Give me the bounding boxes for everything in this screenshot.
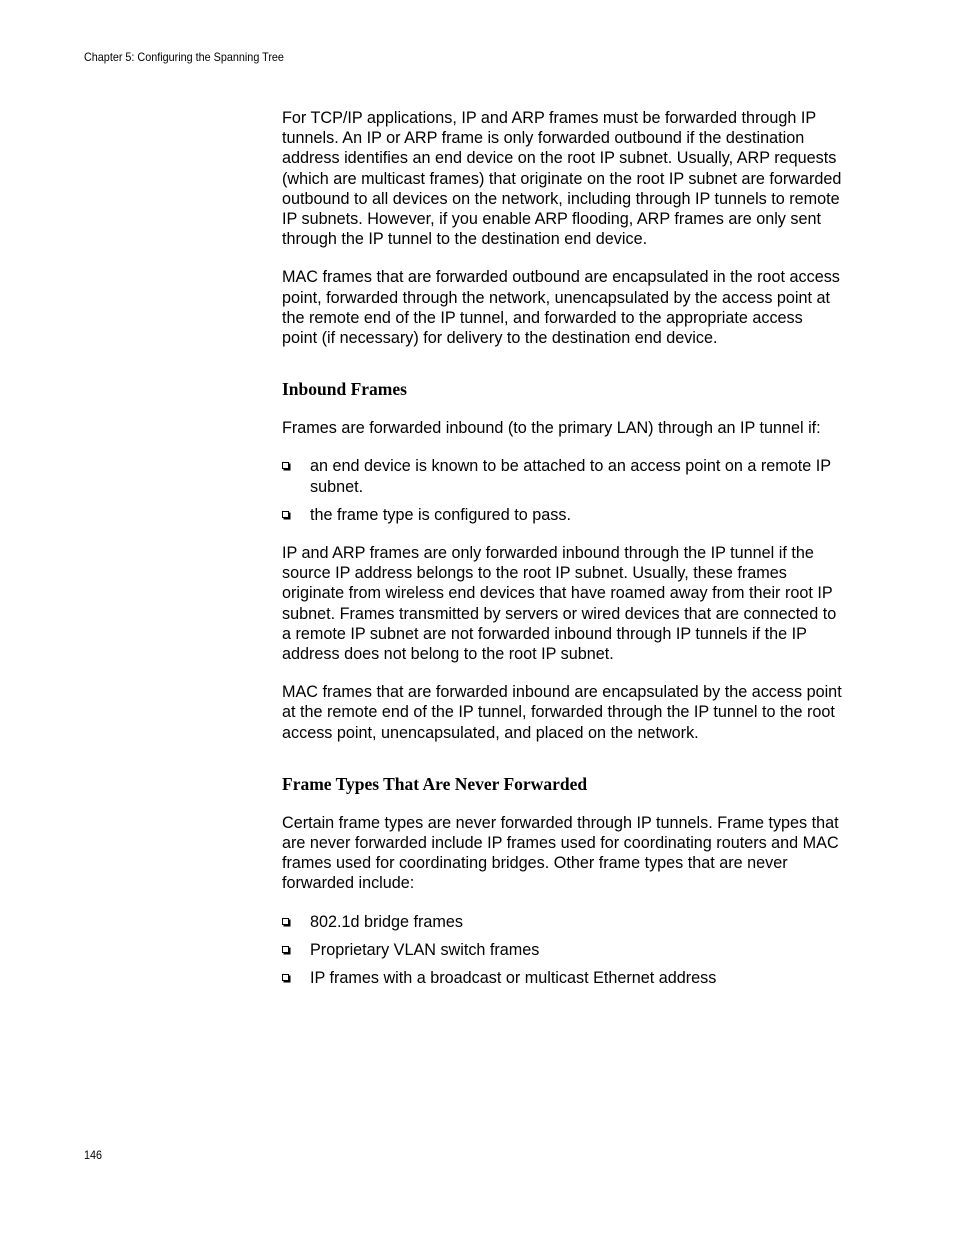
list-item [282, 940, 842, 960]
paragraph-ip-arp-inbound: IP and ARP frames are only forwarded inbound through the IP tunnel if the source IP address belongs to the root IP subnet. Usually, these frames originate from wireless end devices that have roamed away from their root IP subnet. Frames transmitted by servers or wired devices that are connected to a remote IP subnet are not forwarded inbound through IP tunnels if the IP address does not belong to the root IP subnet. [282, 544, 837, 664]
list-item [282, 456, 842, 496]
paragraph-mac-outbound: MAC frames that are forwarded outbound are encapsulated in the root access point, forwarded through the network, unencapsulated by the access point at the remote end of the IP tunnel, and forwarded to the appropriate access point (if necessary) for delivery to the destination end device. [282, 268, 840, 348]
inbound-conditions-list [282, 456, 842, 525]
box-bullet-icon [282, 511, 289, 518]
paragraph-ip-arp-outbound: For TCP/IP applications, IP and ARP frames must be forwarded through IP tunnels. An IP or ARP frame is only forwarded outbound if the destination address identifies an end device on the root IP subnet. Usually, ARP requests (which are multicast frames) that originate on the root IP subnet are forwarded outbound to all devices on the network, including through IP tunnels to remote IP subnets. However, if you enable ARP flooding, ARP frames are only sent through the IP tunnel to the destination end device. [282, 109, 842, 249]
paragraph-never-forwarded-intro: Certain frame types are never forwarded through IP tunnels. Frame types that are never forwarded include IP frames used for coordinating routers and MAC frames used for coordinating bridges. Other frame types that are never forwarded include: [282, 813, 839, 893]
list-item-text: the frame type is configured to pass. [310, 505, 571, 524]
box-bullet-icon [282, 918, 289, 925]
running-header: Chapter 5: Configuring the Spanning Tree [84, 50, 284, 64]
list-item [282, 912, 842, 932]
list-item [282, 505, 842, 525]
list-item-text: an end device is known to be attached to an access point on a remote IP subnet. [310, 457, 831, 496]
list-item [282, 968, 842, 988]
never-forwarded-list [282, 912, 842, 989]
page-number: 146 [84, 1148, 103, 1162]
list-item-text: 802.1d bridge frames [310, 912, 463, 931]
heading-inbound-frames: Inbound Frames [282, 379, 407, 400]
page-content [282, 108, 842, 1006]
box-bullet-icon [282, 974, 289, 981]
box-bullet-icon [282, 462, 289, 469]
paragraph-mac-inbound: MAC frames that are forwarded inbound are encapsulated by the access point at the remote end of the IP tunnel, forwarded through the IP tunnel to the root access point, unencapsulated, and placed on the network. [282, 683, 842, 742]
box-bullet-icon [282, 946, 289, 953]
list-item-text: Proprietary VLAN switch frames [310, 940, 540, 959]
heading-never-forwarded: Frame Types That Are Never Forwarded [282, 773, 588, 794]
paragraph-inbound-intro: Frames are forwarded inbound (to the primary LAN) through an IP tunnel if: [282, 419, 821, 438]
list-item-text: IP frames with a broadcast or multicast Ethernet address [310, 969, 717, 988]
